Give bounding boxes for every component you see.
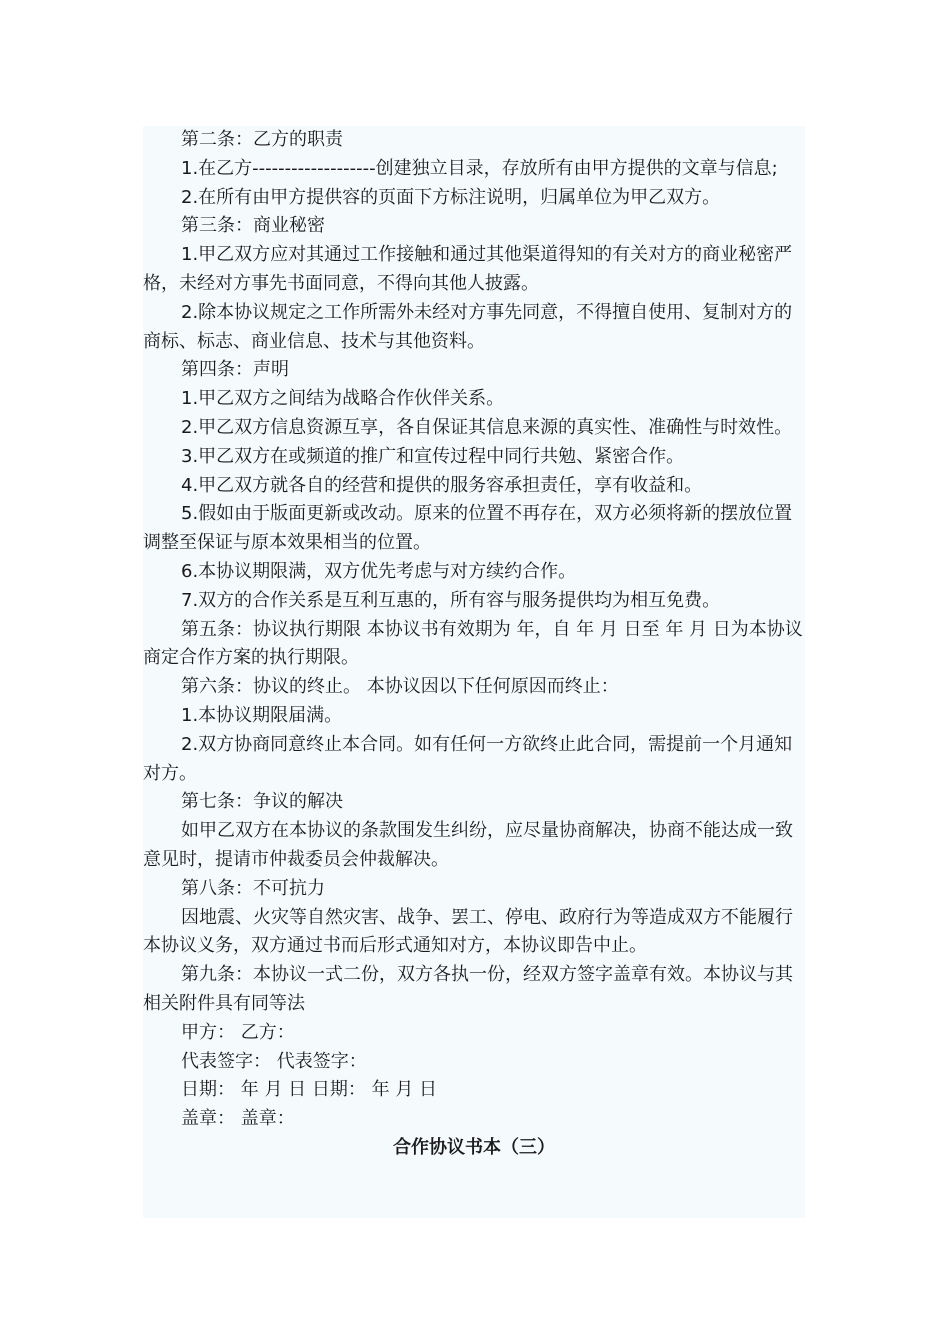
clause-2-item-2: 2.在所有由甲方提供容的页面下方标注说明，归属单位为甲乙双方。	[181, 186, 721, 208]
clause-4-item-2: 2.甲乙双方信息资源互享，各自保证其信息来源的真实性、准确性与时效性。	[181, 416, 793, 438]
clause-2-heading: 第二条：乙方的职责	[181, 129, 343, 150]
clause-3-item-1: 1.甲乙双方应对其通过工作接触和通过其他渠道得知的有关对方的商业秘密严格，未经对方事先书面同意，不得向其他人披露。	[143, 244, 793, 294]
clause-4-item-5: 5.假如由于版面更新或改动。原来的位置不再存在，双方必须将新的摆放位置调整至保证与原本效果相当的位置。	[143, 503, 793, 554]
clause-3-heading: 第三条：商业秘密	[181, 215, 325, 237]
signature-dates: 日期： 年 月 日 日期： 年 月 日	[181, 1079, 438, 1101]
clause-4-item-6: 6.本协议期限满，双方优先考虑与对方续约合作。	[181, 560, 577, 582]
clause-8-heading: 第八条：不可抗力	[181, 877, 325, 899]
clause-3-item-2: 2.除本协议规定之工作所需外未经对方事先同意，不得擅自使用、复制对方的商标、标志、商业信息、技术与其他资料。	[143, 301, 793, 352]
document-text-block	[143, 126, 805, 1218]
clause-4-heading: 第四条：声明	[181, 359, 289, 381]
clause-7-body: 如甲乙双方在本协议的条款围发生纠纷，应尽量协商解决，协商不能达成一致意见时，提请市仲裁委员会仲裁解决。	[143, 820, 793, 870]
clause-8-body: 因地震、火灾等自然灾害、战争、罢工、停电、政府行为等造成双方不能履行本协议义务，双方通过书而后形式通知对方，本协议即告中止。	[143, 906, 793, 957]
clause-6-item-2: 2.双方协商同意终止本合同。如有任何一方欲终止此合同，需提前一个月通知对方。	[143, 733, 793, 784]
clause-4-item-4: 4.甲乙双方就各自的经营和提供的服务容承担责任，享有收益和。	[181, 474, 703, 496]
document-title: 合作协议书本（三）	[393, 1136, 555, 1158]
clause-9: 第九条：本协议一式二份，双方各执一份，经双方签字盖章有效。本协议与其相关附件具有同等法	[143, 964, 793, 1014]
clause-4-item-3: 3.甲乙双方在或频道的推广和宣传过程中同行共勉、紧密合作。	[181, 445, 685, 467]
clause-4-item-7: 7.双方的合作关系是互利互惠的，所有容与服务提供均为相互免费。	[181, 589, 721, 611]
signature-representatives: 代表签字： 代表签字：	[181, 1050, 367, 1072]
clause-6-heading: 第六条：协议的终止。 本协议因以下任何原因而终止：	[181, 676, 619, 698]
signature-parties: 甲方： 乙方：	[181, 1021, 295, 1043]
clause-2-item-1: 1.在乙方-------------------创建独立目录，存放所有由甲方提供的文章与信息;	[181, 157, 778, 179]
clause-7-heading: 第七条：争议的解决	[181, 791, 343, 813]
clause-5: 第五条：协议执行期限 本协议书有效期为 年，自 年 月 日至 年 月 日为本协议商定合作方案的执行期限。	[143, 618, 803, 669]
signature-seals: 盖章： 盖章：	[181, 1108, 295, 1130]
clause-6-item-1: 1.本协议期限届满。	[181, 704, 343, 726]
clause-4-item-1: 1.甲乙双方之间结为战略合作伙伴关系。	[181, 388, 505, 410]
